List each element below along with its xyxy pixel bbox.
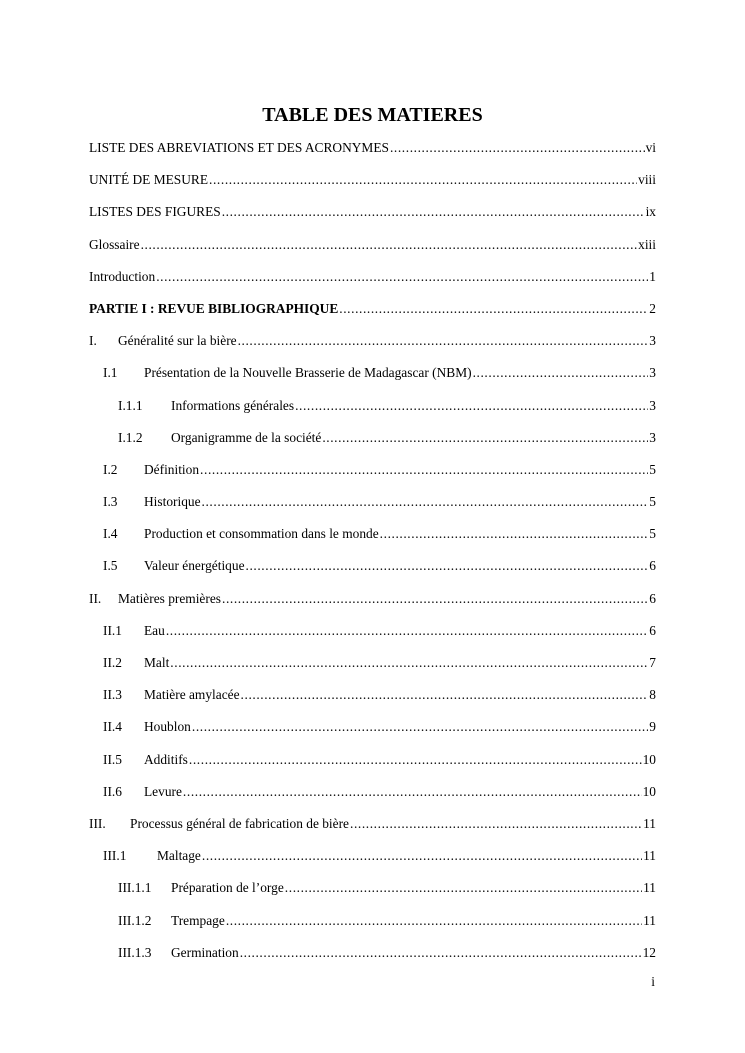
dot-leader [202, 486, 649, 518]
toc-entry[interactable] [89, 583, 656, 615]
dot-leader [241, 679, 649, 711]
toc-entry-page[interactable]: 6 [649, 558, 656, 574]
toc-entry-number: II.2 [103, 655, 122, 670]
toc-entry[interactable] [89, 390, 656, 422]
toc-entry-page[interactable]: 12 [642, 944, 656, 960]
dot-leader [390, 132, 645, 164]
toc-entry[interactable] [89, 840, 656, 872]
toc-entry[interactable] [89, 647, 656, 679]
toc-entry-number: II. [89, 590, 102, 606]
toc-entry-page[interactable]: 3 [649, 397, 656, 413]
toc-entry-title[interactable]: UNITÉ DE MESURE [89, 172, 209, 188]
toc-entry[interactable] [89, 776, 656, 808]
toc-entry-title[interactable]: Germination [171, 944, 239, 960]
dot-leader [380, 518, 649, 550]
dot-leader [339, 293, 648, 325]
toc-entry-page[interactable]: ix [645, 204, 656, 220]
toc-entry-page[interactable]: vi [645, 140, 656, 155]
dot-leader [295, 390, 648, 422]
toc-entry[interactable] [89, 293, 656, 325]
toc-entry[interactable] [89, 550, 656, 582]
toc-entry-title[interactable]: Matières premières [118, 590, 221, 606]
dot-leader [240, 937, 642, 969]
table-of-contents [89, 132, 656, 969]
toc-entry-title[interactable]: Définition [144, 461, 200, 477]
toc-entry[interactable] [89, 325, 656, 357]
toc-entry-page[interactable]: 9 [649, 719, 656, 735]
dot-leader [192, 711, 648, 743]
dot-leader [166, 615, 648, 647]
toc-entry-number: I.4 [103, 526, 118, 542]
toc-entry[interactable] [89, 196, 656, 228]
toc-entry-title[interactable]: Valeur énergétique [144, 558, 245, 574]
toc-entry-page[interactable]: 11 [643, 848, 656, 864]
toc-entry[interactable] [89, 905, 656, 937]
toc-entry[interactable] [89, 357, 656, 389]
toc-entry-page[interactable]: 7 [649, 655, 656, 670]
toc-entry[interactable] [89, 679, 656, 711]
dot-leader [189, 744, 642, 776]
toc-entry-title[interactable]: Production et consommation dans le monde [144, 526, 379, 542]
toc-entry-number: I.1.2 [118, 429, 143, 445]
toc-entry-number: I. [89, 333, 97, 349]
toc-entry-title[interactable]: Généralité sur la bière [118, 333, 237, 349]
toc-entry[interactable] [89, 261, 656, 293]
dot-leader [222, 196, 645, 228]
dot-leader [200, 454, 648, 486]
toc-entry-page[interactable]: 11 [643, 880, 656, 896]
toc-entry-page[interactable]: 11 [643, 815, 656, 831]
toc-entry-title[interactable]: Processus général de fabrication de bière [130, 815, 349, 831]
page-title: TABLE DES MATIERES [262, 104, 483, 126]
toc-entry-title[interactable]: Introduction [89, 268, 156, 284]
toc-entry-title[interactable]: Présentation de la Nouvelle Brasserie de Madagascar (NBM) [144, 365, 472, 381]
toc-entry-title[interactable]: Informations générales [171, 397, 295, 413]
toc-entry-page[interactable]: viii [638, 172, 656, 188]
dot-leader [222, 583, 648, 615]
toc-entry-page[interactable]: 5 [649, 494, 656, 510]
toc-entry-title[interactable]: LISTES DES FIGURES [89, 204, 221, 220]
dot-leader [350, 808, 642, 840]
toc-entry[interactable] [89, 808, 656, 840]
toc-entry-page[interactable]: 5 [649, 526, 656, 542]
toc-entry-title[interactable]: Organigramme de la société [171, 429, 322, 445]
toc-entry[interactable] [89, 422, 656, 454]
toc-entry-title[interactable]: Historique [144, 494, 201, 510]
toc-entry-title[interactable]: Glossaire [89, 236, 140, 252]
toc-entry-page[interactable]: 6 [649, 590, 656, 606]
dot-leader [141, 229, 638, 261]
toc-entry-page[interactable]: 3 [649, 429, 656, 445]
toc-entry-page[interactable]: 2 [649, 300, 656, 316]
toc-entry-number: III.1 [103, 848, 127, 864]
toc-entry-title[interactable]: Malt [144, 655, 170, 670]
toc-entry-title[interactable]: Maltage [157, 848, 201, 864]
dot-leader [226, 905, 642, 937]
toc-entry-number: II.3 [103, 687, 122, 703]
toc-entry-number: II.1 [103, 622, 122, 638]
dot-leader [246, 550, 649, 582]
dot-leader [473, 357, 649, 389]
toc-entry-number: I.5 [103, 558, 118, 574]
toc-entry-number: III. [89, 815, 106, 831]
toc-entry-page[interactable]: 5 [649, 461, 656, 477]
toc-entry-page[interactable]: 8 [649, 687, 656, 703]
dot-leader [285, 872, 642, 904]
toc-entry-title[interactable]: Matière amylacée [144, 687, 240, 703]
toc-entry-number: II.5 [103, 751, 122, 767]
toc-entry[interactable] [89, 164, 656, 196]
toc-entry-page[interactable]: 1 [649, 268, 656, 284]
toc-entry-number: II.4 [103, 719, 122, 735]
toc-entry-page[interactable]: 3 [649, 333, 656, 349]
toc-entry-number: I.1.1 [118, 397, 143, 413]
dot-leader [183, 776, 642, 808]
toc-entry-number: I.1 [103, 365, 118, 381]
toc-entry-number: III.1.3 [118, 944, 152, 960]
toc-entry[interactable] [89, 518, 656, 550]
toc-entry[interactable] [89, 711, 656, 743]
toc-entry[interactable] [89, 454, 656, 486]
dot-leader [322, 422, 648, 454]
toc-entry-page[interactable]: xiii [638, 236, 656, 252]
toc-entry-title[interactable]: Trempage [171, 912, 225, 928]
dot-leader [156, 261, 648, 293]
toc-entry[interactable] [89, 744, 656, 776]
toc-entry[interactable] [89, 937, 656, 969]
dot-leader [238, 325, 649, 357]
toc-entry[interactable] [89, 872, 656, 904]
toc-entry-page[interactable]: 10 [642, 783, 656, 799]
toc-entry-page[interactable]: 11 [643, 912, 656, 928]
toc-entry-title[interactable]: Additifs [144, 751, 188, 767]
toc-entry[interactable] [89, 229, 656, 261]
toc-entry-number: III.1.2 [118, 912, 152, 928]
toc-entry-page[interactable]: 3 [649, 365, 656, 381]
toc-entry[interactable] [89, 132, 656, 164]
toc-entry-title[interactable]: Levure [144, 783, 182, 799]
toc-entry-title[interactable]: LISTE DES ABREVIATIONS ET DES ACRONYMES [89, 140, 389, 155]
toc-entry-page[interactable]: 10 [642, 751, 656, 767]
toc-entry[interactable] [89, 615, 656, 647]
toc-entry-number: III.1.1 [118, 880, 152, 896]
toc-entry-title[interactable]: Préparation de l’orge [171, 880, 284, 896]
toc-entry-page[interactable]: 6 [649, 622, 656, 638]
dot-leader [202, 840, 642, 872]
toc-entry-number: I.3 [103, 494, 118, 510]
page-number: i [651, 974, 655, 989]
toc-entry-title[interactable]: Eau [144, 622, 165, 638]
toc-entry-title[interactable]: Houblon [144, 719, 191, 735]
dot-leader [209, 164, 637, 196]
toc-entry-title[interactable]: PARTIE I : REVUE BIBLIOGRAPHIQUE [89, 300, 339, 316]
toc-entry[interactable] [89, 486, 656, 518]
toc-entry-number: II.6 [103, 783, 122, 799]
toc-entry-number: I.2 [103, 461, 118, 477]
dot-leader [170, 647, 648, 679]
